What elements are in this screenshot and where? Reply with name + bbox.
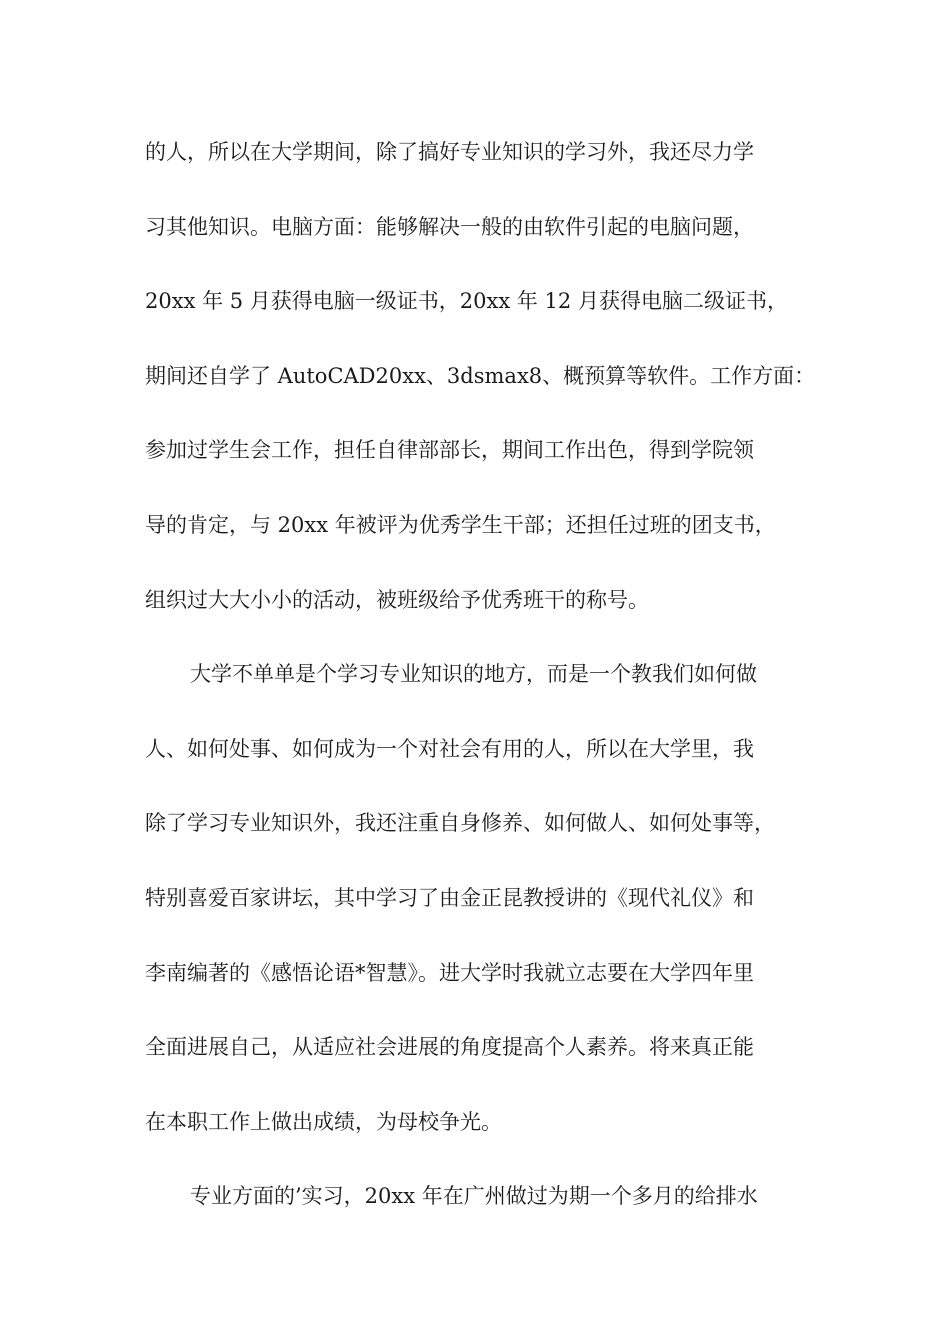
text-line: 李南编著的《感悟论语*智慧》。进大学时我就立志要在大学四年里 (145, 961, 754, 985)
text-line: 全面进展自己，从适应社会进展的角度提高个人素养。将来真正能 (145, 1035, 754, 1059)
text-line: 特别喜爱百家讲坛，其中学习了由金正昆教授讲的《现代礼仪》和 (145, 886, 754, 910)
text-line: 组织过大大小小的活动，被班级给予优秀班干的称号。 (145, 588, 649, 612)
paragraph-start-line: 专业方面的’实习，20xx 年在广州做过为期一个多月的给排水 (190, 1184, 758, 1208)
text-line: 期间还自学了 AutoCAD20xx、3dsmax8、概预算等软件。工作方面： (145, 364, 816, 388)
text-line: 在本职工作上做出成绩，为母校争光。 (145, 1110, 502, 1134)
text-line: 导的肯定，与 20xx 年被评为优秀学生干部；还担任过班的团支书， (145, 513, 776, 537)
text-line: 的人，所以在大学期间，除了搞好专业知识的学习外，我还尽力学 (145, 140, 754, 164)
text-line: 人、如何处事、如何成为一个对社会有用的人，所以在大学里，我 (145, 737, 754, 761)
text-line: 除了学习专业知识外，我还注重自身修养、如何做人、如何处事等， (145, 811, 775, 835)
text-line: 20xx 年 5 月获得电脑一级证书，20xx 年 12 月获得电脑二级证书， (145, 289, 788, 313)
text-line: 习其他知识。电脑方面：能够解决一般的由软件引起的电脑问题， (145, 215, 754, 239)
paragraph-start-line: 大学不单单是个学习专业知识的地方，而是一个教我们如何做 (190, 662, 757, 686)
text-line: 参加过学生会工作，担任自律部部长，期间工作出色，得到学院领 (145, 438, 754, 462)
